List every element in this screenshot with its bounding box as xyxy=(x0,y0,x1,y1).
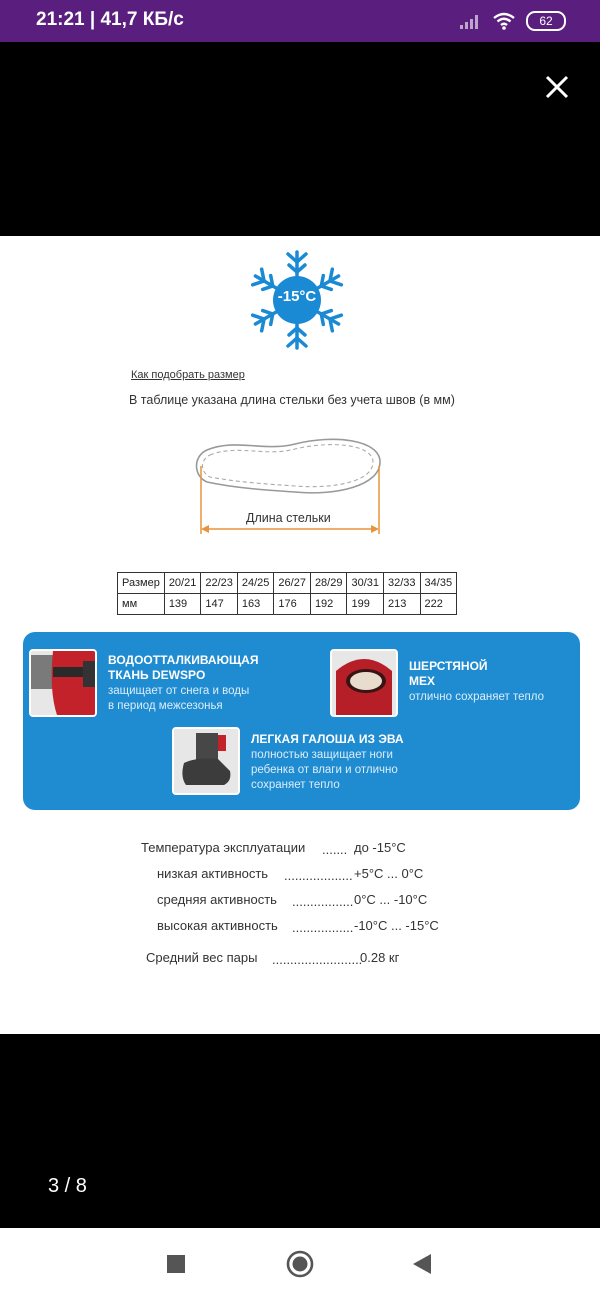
wool-fur-image xyxy=(330,649,398,717)
size-cell: 22/23 xyxy=(201,573,238,594)
wifi-icon xyxy=(492,12,516,30)
feature-fabric-desc-2: в период межсезонья xyxy=(108,700,223,712)
feature-galosh-desc-2: ребенка от влаги и отлично xyxy=(251,764,398,776)
size-cell: 34/35 xyxy=(420,573,457,594)
battery-icon: 62 xyxy=(526,11,566,31)
feature-fur-desc-1: отлично сохраняет тепло xyxy=(409,691,544,703)
size-guide-link: Как подобрать размер xyxy=(131,369,245,381)
spec-high-value: -10°C ... -15°C xyxy=(354,918,439,933)
dot-leader: ................. xyxy=(292,920,354,935)
size-cell: 28/29 xyxy=(310,573,347,594)
size-row xyxy=(118,573,457,594)
size-cell: 24/25 xyxy=(237,573,274,594)
spec-temp-label: Температура эксплуатации xyxy=(141,840,306,855)
feature-galosh-desc-3: сохраняет тепло xyxy=(251,779,340,791)
mm-cell: 139 xyxy=(164,594,201,615)
feature-fabric-title-2: ТКАНЬ DEWSPO xyxy=(108,668,206,682)
size-cell: 26/27 xyxy=(274,573,311,594)
size-cell: 32/33 xyxy=(384,573,421,594)
status-bar xyxy=(0,0,600,42)
image-counter: 3 / 8 xyxy=(48,1175,87,1197)
size-cell: 30/31 xyxy=(347,573,384,594)
size-guide-note: В таблице указана длина стельки без учета швов (в мм) xyxy=(129,393,455,407)
spec-weight-label: Средний вес пары xyxy=(146,950,258,965)
status-time: 21:21 | 41,7 КБ/с xyxy=(36,9,184,30)
mm-cell: 163 xyxy=(237,594,274,615)
viewer-bottom-area xyxy=(0,1034,600,1228)
feature-fabric-title-1: ВОДООТТАЛКИВАЮЩАЯ xyxy=(108,653,259,667)
temperature-badge: -15°C xyxy=(277,288,317,305)
feature-fur-title-1: ШЕРСТЯНОЙ xyxy=(409,659,488,673)
feature-fabric-desc-1: защищает от снега и воды xyxy=(108,685,250,697)
spec-temp-value: до -15°C xyxy=(354,840,406,855)
mm-header-cell: мм xyxy=(118,594,165,615)
eva-galosh-image xyxy=(172,727,240,795)
mm-cell: 147 xyxy=(201,594,238,615)
size-cell: 20/21 xyxy=(164,573,201,594)
features-panel xyxy=(23,632,580,810)
mm-cell: 199 xyxy=(347,594,384,615)
mm-cell: 192 xyxy=(310,594,347,615)
feature-galosh-desc-1: полностью защищает ноги xyxy=(251,749,393,761)
spec-low-label: низкая активность xyxy=(157,866,269,881)
close-icon[interactable] xyxy=(540,70,574,104)
home-icon[interactable] xyxy=(286,1250,314,1278)
dot-leader: ................... xyxy=(284,868,353,883)
feature-fur-title-2: МЕХ xyxy=(409,674,436,688)
mm-cell: 176 xyxy=(274,594,311,615)
product-image[interactable] xyxy=(0,236,600,1034)
insole-length-label: Длина стельки xyxy=(246,511,331,525)
mm-cell: 213 xyxy=(384,594,421,615)
spec-mid-value: 0°C ... -10°C xyxy=(354,892,428,907)
dot-leader: ....... xyxy=(322,842,348,857)
mm-cell: 222 xyxy=(420,594,457,615)
status-icons xyxy=(460,10,566,32)
mm-row xyxy=(118,594,457,615)
dot-leader: ......................... xyxy=(272,952,363,967)
boot-fabric-image xyxy=(29,649,97,717)
recents-icon[interactable] xyxy=(166,1254,186,1274)
spec-weight-value: 0.28 кг xyxy=(360,950,400,965)
spec-mid-label: средняя активность xyxy=(157,892,277,907)
spec-high-label: высокая активность xyxy=(157,918,278,933)
size-table xyxy=(117,572,457,615)
viewer-top-area xyxy=(0,42,600,236)
dot-leader: ................. xyxy=(292,894,354,909)
spec-low-value: +5°C ... 0°C xyxy=(354,866,424,881)
signal-icon xyxy=(460,13,482,29)
feature-galosh-title: ЛЕГКАЯ ГАЛОША ИЗ ЭВА xyxy=(251,732,404,746)
navigation-bar xyxy=(0,1228,600,1299)
size-header-cell: Размер xyxy=(118,573,165,594)
back-icon[interactable] xyxy=(412,1253,432,1275)
